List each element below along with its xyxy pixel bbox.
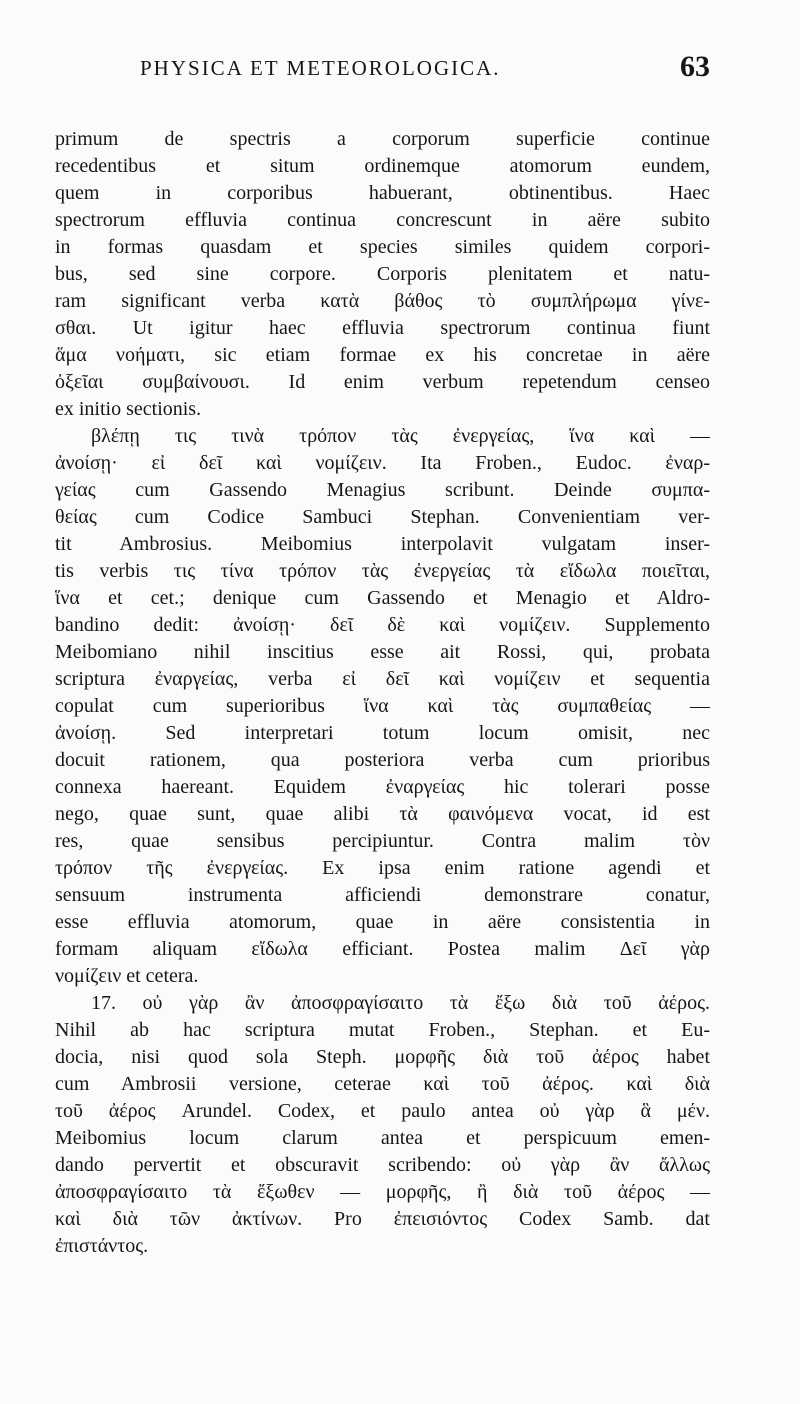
running-head: PHYSICA ET METEOROLOGICA. [140, 56, 501, 80]
text-line: copulat cum superioribus ἵνα καὶ τὰς συμπαθείας — [55, 695, 710, 717]
text-line: bandino dedit: ἀνοίσῃ· δεῖ δὲ καὶ νομίζειν. Supplemento [55, 614, 710, 636]
text-line: quem in corporibus habuerant, obtinentibus. Haec [55, 182, 710, 204]
text-line: bus, sed sine corpore. Corporis plenitatem et natu- [55, 263, 710, 285]
text-line: scriptura ἐναργείας, verba εἰ δεῖ καὶ νομίζειν et sequentia [55, 668, 710, 690]
text-line: ἅμα νοήματι, sic etiam formae ex his concretae in aëre [55, 344, 710, 366]
text-line: ram significant verba κατὰ βάθος τὸ συμπλήρωμα γίνε- [55, 290, 710, 312]
text-line: spectrorum effluvia continua concrescunt in aëre subito [55, 209, 710, 231]
text-line: ἀνοίσῃ. Sed interpretari totum locum omisit, nec [55, 722, 710, 744]
body-text [55, 126, 710, 1260]
text-line: dando pervertit et obscuravit scribendo: οὐ γὰρ ἂν ἄλλως [55, 1154, 710, 1176]
text-line: ἐπιστάντος. [55, 1235, 149, 1257]
text-line: γείας cum Gassendo Menagius scribunt. Deinde συμπα- [55, 479, 710, 501]
text-line: primum de spectris a corporum superficie continue [55, 128, 710, 150]
text-line: nego, quae sunt, quae alibi τὰ φαινόμενα vocat, id est [55, 803, 710, 825]
text-line: docuit rationem, qua posteriora verba cum prioribus [55, 749, 710, 771]
text-line: recedentibus et situm ordinemque atomorum eundem, [55, 155, 710, 177]
text-line: ex initio sectionis. [55, 398, 202, 420]
text-line: ἵνα et cet.; denique cum Gassendo et Menagio et Aldro- [55, 587, 710, 609]
text-line: ὀξεῖαι συμβαίνουσι. Id enim verbum repetendum censeo [55, 371, 710, 393]
text-line: 17. οὐ γὰρ ἂν ἀποσφραγίσαιτο τὰ ἔξω διὰ τοῦ ἀέρος. [91, 992, 710, 1014]
text-line: βλέπῃ τις τινὰ τρόπον τὰς ἐνεργείας, ἵνα καὶ — [91, 425, 710, 447]
text-line: res, quae sensibus percipiuntur. Contra malim τὸν [55, 830, 710, 852]
text-line: cum Ambrosii versione, ceterae καὶ τοῦ ἀέρος. καὶ διὰ [55, 1073, 710, 1095]
text-line: τοῦ ἀέρος Arundel. Codex, et paulo antea οὐ γὰρ ἃ μέν. [55, 1100, 710, 1122]
text-line: connexa haereant. Equidem ἐναργείας hic tolerari posse [55, 776, 710, 798]
text-line: νομίζειν et cetera. [55, 965, 199, 987]
page-number: 63 [680, 50, 710, 83]
text-line: esse effluvia atomorum, quae in aëre consistentia in [55, 911, 710, 933]
text-line: ἀποσφραγίσαιτο τὰ ἔξωθεν — μορφῆς, ἢ διὰ τοῦ ἀέρος — [55, 1181, 710, 1203]
text-line: sensuum instrumenta afficiendi demonstrare conatur, [55, 884, 710, 906]
text-line: καὶ διὰ τῶν ἀκτίνων. Pro ἐπεισιόντος Codex Samb. dat [55, 1208, 710, 1230]
page-content [55, 28, 710, 1378]
page-header [55, 28, 710, 98]
text-line: Meibomius locum clarum antea et perspicuum emen- [55, 1127, 710, 1149]
text-line: Nihil ab hac scriptura mutat Froben., Stephan. et Eu- [55, 1019, 710, 1041]
text-line: docia, nisi quod sola Steph. μορφῆς διὰ τοῦ ἀέρος habet [55, 1046, 710, 1068]
text-line: tit Ambrosius. Meibomius interpolavit vulgatam inser- [55, 533, 710, 555]
text-line: σθαι. Ut igitur haec effluvia spectrorum continua fiunt [55, 317, 710, 339]
text-line: tis verbis τις τίνα τρόπον τὰς ἐνεργείας τὰ εἴδωλα ποιεῖται, [55, 560, 710, 582]
text-line: ἀνοίσῃ· εἰ δεῖ καὶ νομίζειν. Ita Froben., Eudoc. ἐναρ- [55, 452, 710, 474]
text-line: in formas quasdam et species similes quidem corpori- [55, 236, 710, 258]
text-line: formam aliquam εἴδωλα efficiant. Postea malim Δεῖ γὰρ [55, 938, 710, 960]
text-line: Meibomiano nihil inscitius esse ait Rossi, qui, probata [55, 641, 710, 663]
text-line: τρόπον τῆς ἐνεργείας. Ex ipsa enim ratione agendi et [55, 857, 710, 879]
text-line: θείας cum Codice Sambuci Stephan. Convenientiam ver- [55, 506, 710, 528]
